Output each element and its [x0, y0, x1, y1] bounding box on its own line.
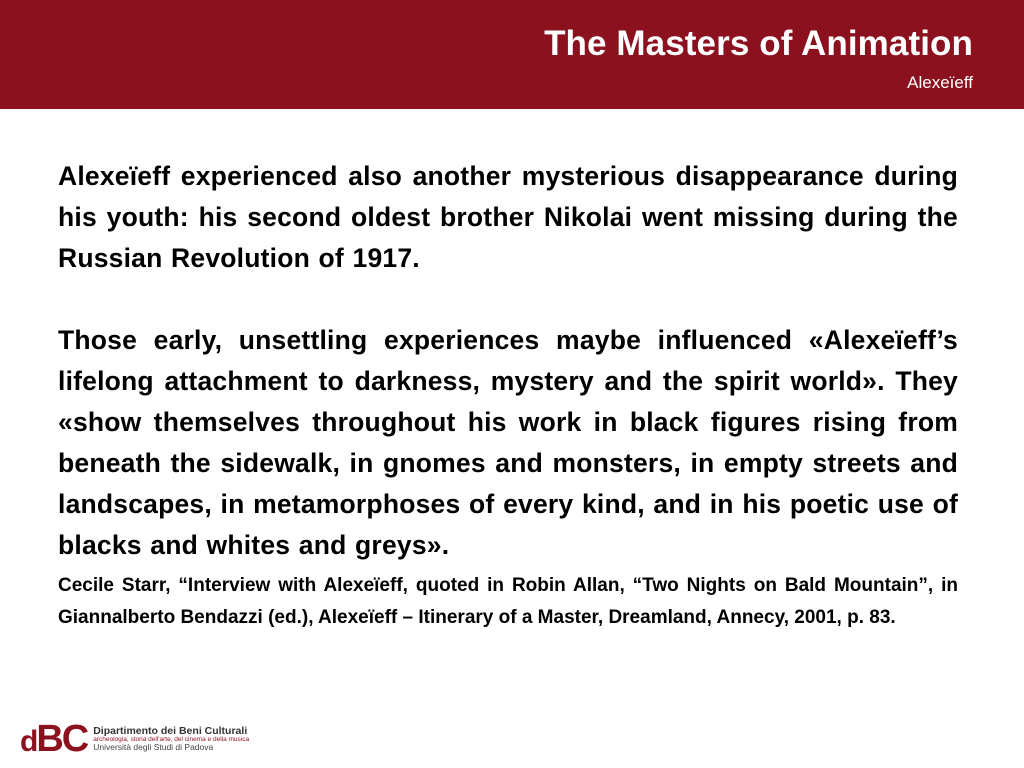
logo-university-name: Università degli Studi di Padova — [93, 742, 214, 753]
header-bar — [0, 0, 1024, 109]
body-paragraph-2: Those early, unsettling experiences maybe influenced «Alexeïeff’s lifelong attachment to darkness, mystery and the spirit world». They «show themselves throughout his work in black figures rising from beneath the sidewalk, in gnomes and monsters, in empty streets and landscapes, in metamorphoses of every kind, and in his poetic use of blacks and whites and greys». — [58, 325, 958, 560]
department-logo — [20, 719, 249, 759]
citation: Cecile Starr, “Interview with Alexeïeff, quoted in Robin Allan, “Two Nights on Bald Mountain”, in Giannalberto Bendazzi (ed.), Alexeïeff – Itinerary of a Master, Dreamland, Annecy, 2001, p. 83. — [58, 575, 958, 628]
logo-text — [93, 726, 249, 753]
logo-mark — [20, 720, 87, 758]
logo-mark-d: d — [20, 725, 37, 758]
page-title: The Masters of Animation — [544, 24, 973, 63]
slide-content — [58, 156, 958, 633]
page-subtitle: Alexeïeff — [907, 73, 973, 92]
body-paragraph-1: Alexeïeff experienced also another mysterious disappearance during his youth: his second oldest brother Nikolai went missing during the Russian Revolution of 1917. — [58, 161, 958, 273]
logo-department-name: Dipartimento dei Beni Culturali — [93, 724, 248, 737]
logo-mark-bc: BC — [36, 718, 88, 760]
logo-department-tagline: archeologia, storia dell'arte, del cinema e della musica — [93, 735, 250, 743]
